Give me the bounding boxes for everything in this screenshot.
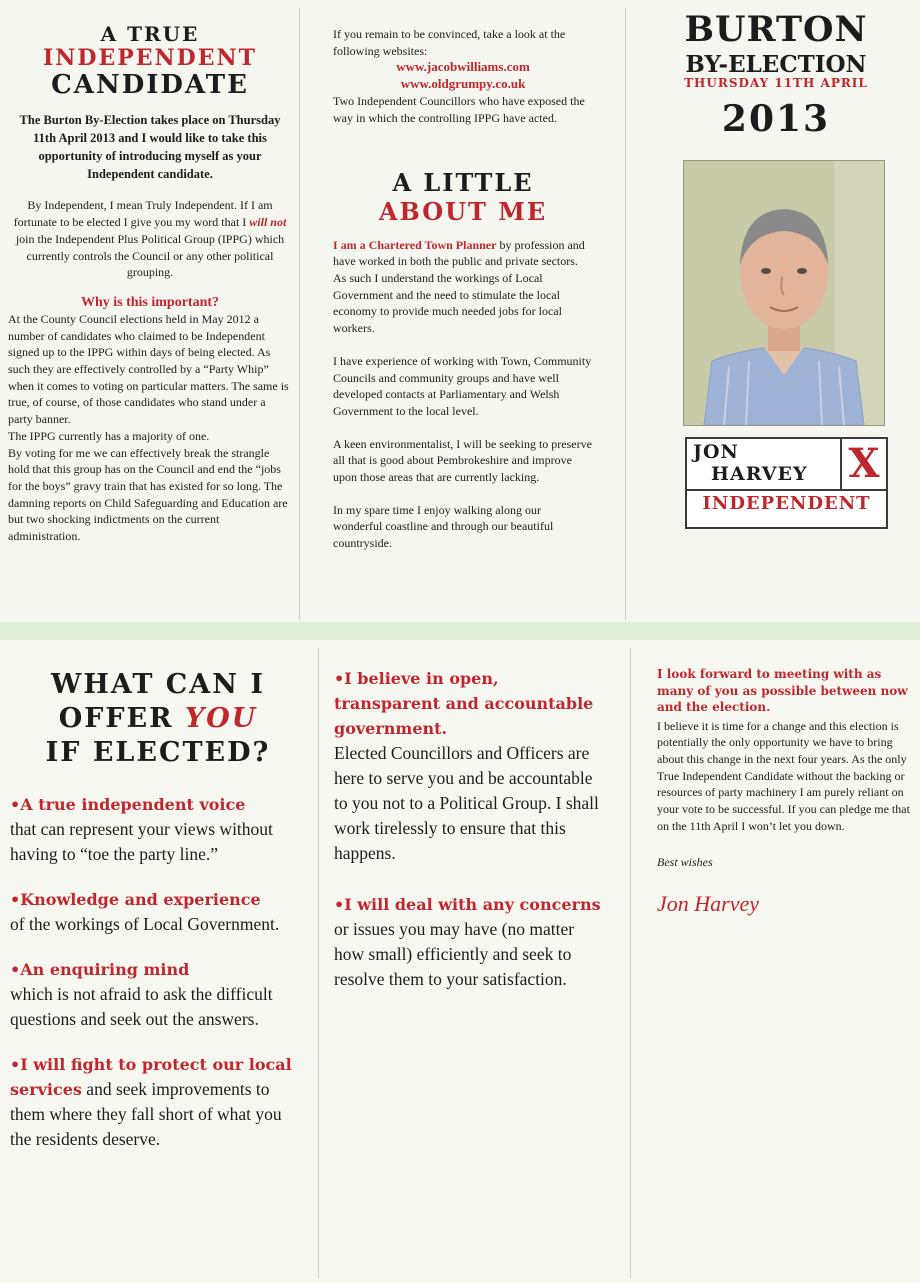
offer-point (10, 957, 306, 1032)
signature: Jon Harvey (657, 891, 760, 917)
why-paragraph: At the County Council elections held in May 2012 a number of candidates who claimed to be Independent signed up to the IPPG within days of being elected. As such they are effectively controlled by a “Party Whip” when it comes to voting on particular matters. The same is true, of course, of those candidates who stand under a party banner. (8, 311, 289, 427)
website-link[interactable]: www.oldgrumpy.co.uk (400, 76, 526, 92)
cover-year: 2013 (721, 98, 831, 141)
fold-line (630, 648, 631, 1278)
offer-point-text: of the workings of Local Government. (10, 914, 280, 934)
fold-line (299, 8, 300, 620)
cover-title: BURTON (684, 9, 868, 50)
offer-point-title: •Knowledge and experience (10, 890, 261, 909)
ballot-first-name: JON (693, 441, 739, 463)
heading-line (10, 702, 306, 736)
heading-text: OFFER (58, 703, 185, 734)
pledge-emphasis: will not (249, 215, 287, 230)
panel-beliefs (334, 666, 604, 992)
offer-point-text: which is not afraid to ask the difficult questions and seek out the answers. (10, 984, 273, 1029)
heading-line: A LITTLE (392, 168, 534, 198)
heading-line: CANDIDATE (51, 70, 249, 101)
about-text: by profession and have worked in both the public and private sectors. As such I understand the workings of Local Government and the need to stimulate the local economy to provide much needed jobs for local workers. (333, 237, 585, 336)
panel-closing (657, 666, 915, 917)
pledge-text: By Independent, I mean Truly Independent. If I am fortunate to be elected I give you my word that I (13, 198, 273, 230)
about-paragraph: A keen environmentalist, I will be seeking to preserve all that is good about Pembrokeshire and improve upon those areas that are currently lacking. (333, 436, 592, 485)
why-paragraph: By voting for me we can effectively break the strangle hold that this group has on the Council and end the “jobs for the boys” gravy train that has existed for so long. The damning reports on Child Safeguarding and Education are but two shocking indictments on the current administration. (8, 445, 288, 544)
ballot-last-name: HARVEY (711, 463, 808, 485)
ballot-mark-cell (842, 439, 886, 491)
ballot-x-mark: X (848, 440, 880, 487)
ballot-name-cell (687, 439, 842, 491)
closing-lead: I look forward to meeting with as many of you as possible between now and the election. (657, 667, 908, 714)
offer-point-text: that can represent your views without having to “toe the party line.” (10, 819, 273, 864)
belief-title: •I will deal with any concerns (334, 895, 601, 914)
about-lead: I am a Chartered Town Planner (333, 237, 497, 252)
pledge-text: join the Independent Plus Political Group (IPPG) which currently controls the Council or any other political grouping. (15, 231, 285, 280)
panel-cover (640, 9, 912, 141)
websites-intro: If you remain to be convinced, take a look at the following websites: (333, 27, 566, 58)
ballot-box (685, 437, 888, 529)
heading-line: A TRUE (100, 22, 200, 46)
about-paragraph: In my spare time I enjoy walking along our wonderful coastline and through our beautiful countryside. (333, 502, 554, 551)
websites-note: Two Independent Councillors who have exposed the way in which the controlling IPPG have acted. (333, 93, 585, 125)
offer-point (10, 1052, 306, 1152)
fold-line (625, 8, 626, 620)
belief-point (334, 892, 604, 992)
sign-off: Best wishes (657, 855, 713, 870)
offer-point-title: •An enquiring mind (10, 960, 190, 979)
panel-about-me (333, 26, 593, 552)
cover-subtitle: BY-ELECTION (685, 50, 867, 78)
belief-title: •I believe in open, transparent and accountable government. (334, 669, 594, 738)
belief-text: or issues you may have (no matter how small) efficiently and seek to resolve them to your satisfaction. (334, 919, 575, 989)
cover-date: THURSDAY 11TH APRIL (684, 75, 868, 90)
offer-point-title: •I will fight to protect our local services (10, 1055, 292, 1099)
about-paragraph (333, 237, 593, 337)
independence-pledge (8, 197, 292, 281)
panel-what-can-i-offer (10, 668, 306, 1152)
heading-line: WHAT CAN I (51, 669, 265, 700)
panel-true-independent (8, 24, 292, 545)
ballot-party: INDEPENDENT (702, 493, 871, 514)
heading-line: ABOUT ME (378, 197, 548, 227)
offer-point-title: •A true independent voice (10, 795, 246, 814)
fold-line (318, 648, 319, 1278)
heading-line: INDEPENDENT (43, 45, 257, 71)
why-heading: Why is this important? (80, 294, 220, 310)
website-link[interactable]: www.jacobwilliams.com (396, 59, 530, 75)
offer-point-text: and seek improvements to them where they fall short of what you the residents deserve. (10, 1079, 282, 1149)
offer-point (10, 792, 306, 867)
portrait-photo (684, 161, 884, 425)
heading-line: IF ELECTED? (45, 737, 271, 768)
candidate-photo (683, 160, 885, 426)
belief-point (334, 666, 604, 866)
belief-text: Elected Councillors and Officers are here to serve you and be accountable to you not to a Political Group. I shall work tirelessly to ensure that this happens. (334, 743, 599, 863)
offer-point (10, 887, 306, 937)
why-paragraph: The IPPG currently has a majority of one. (8, 428, 210, 443)
closing-text: I believe it is time for a change and this election is potentially the only opportunity we have to bring about this change in the next four years. As the only True Independent Candidate without the backing or resources of party machinery I am purely reliant on your vote to be successful. If you can pledge me that on the 11th April I won’t let you down. (657, 718, 910, 833)
scan-gap (0, 622, 920, 640)
about-paragraph: I have experience of working with Town, Community Councils and community groups and have well developed contacts at Parliamentary and Welsh Government to the local level. (333, 353, 592, 418)
intro-text: The Burton By-Election takes place on Thursday 11th April 2013 and I would like to take this opportunity of introducing myself as your Independent candidate. (19, 113, 281, 182)
heading-emphasis: YOU (184, 703, 258, 734)
